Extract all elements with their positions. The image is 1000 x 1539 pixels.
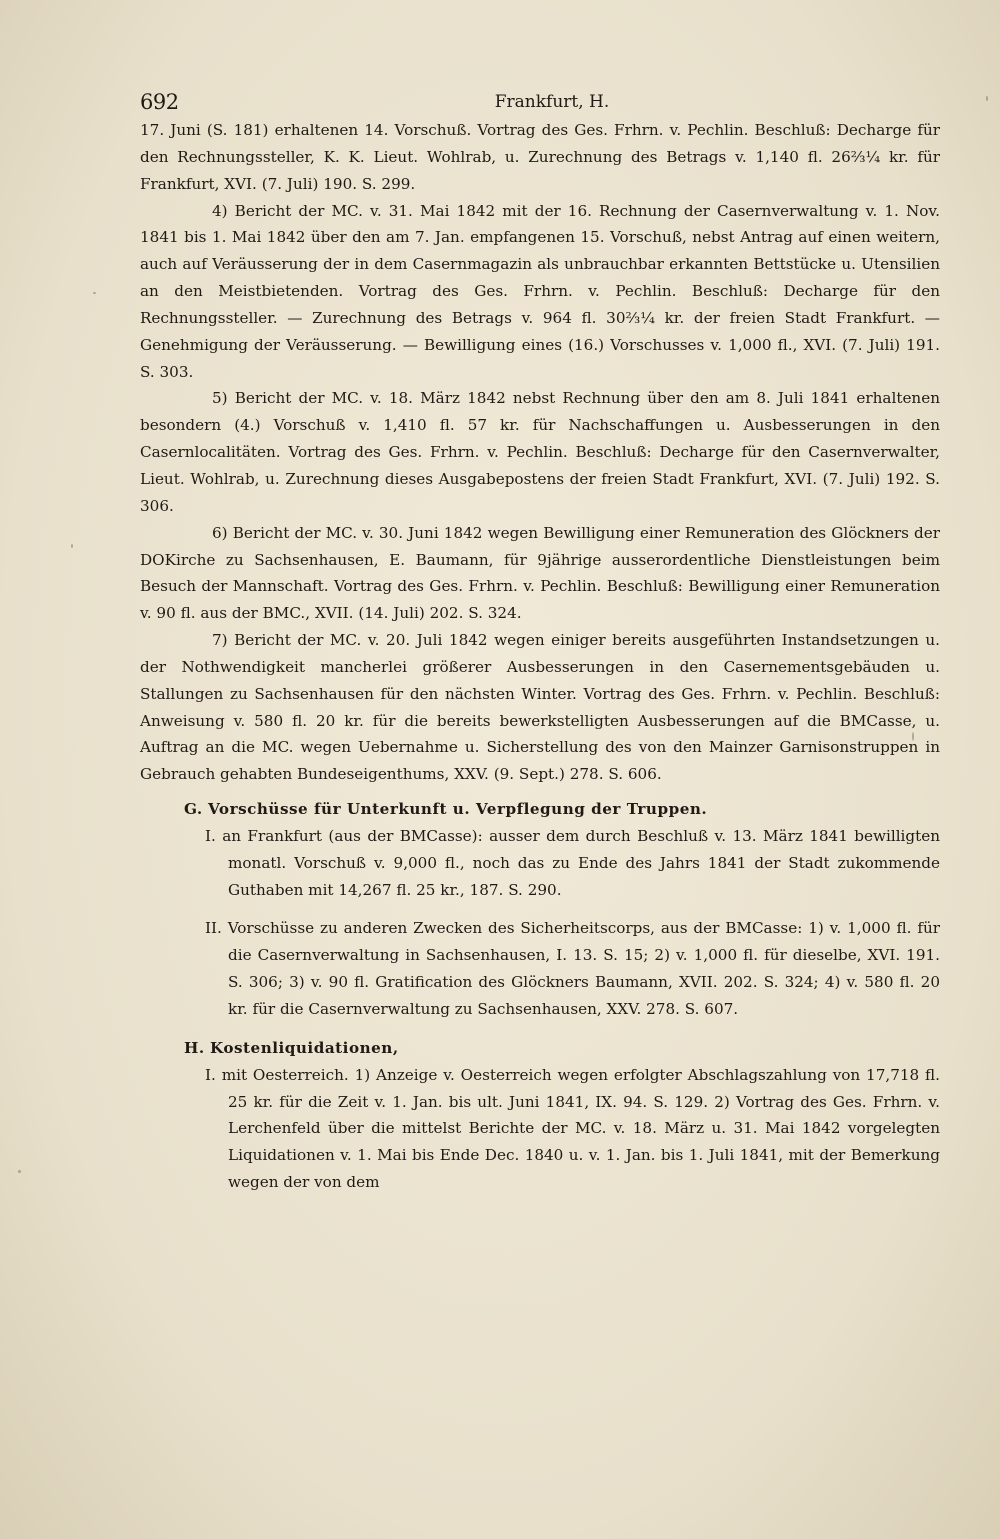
entry-numeral: I. <box>205 826 216 845</box>
report-item-5: 5) Bericht der MC. v. 18. März 1842 nebst Rechnung über den am 8. Juli 1841 erhaltenen besondern (4.) Vorschuß v. 1,410 fl. 57 kr. für Nachschaffungen u. Ausbesserungen in den Casernlocalitäten. Vortrag des Ges. Frhrn. v. Pechlin. Beschluß: Decharge für den Casernverwalter, Lieut. Wohlrab, u. Zurechnung dieses Ausgabepostens der freien Stadt Frankfurt, XVI. (7. Juli) 192. S. 306. <box>140 389 940 515</box>
entry-text: an Frankfurt (aus der BMCasse): ausser dem durch Beschluß v. 13. März 1841 bewilligten monatl. Vorschuß v. 9,000 fl., noch das zu Ende des Jahrs 1841 der Stadt zukommende Guthaben mit 14,267 fl. 25 kr., 187. S. 290. <box>222 826 941 899</box>
paper-speck <box>71 544 73 548</box>
section-g-heading <box>140 796 940 823</box>
continuation-paragraph: 17. Juni (S. 181) erhaltenen 14. Vorschuß. Vortrag des Ges. Frhrn. v. Pechlin. Beschluß: Decharge für den Rechnungssteller, K. K. Lieut. Wohlrab, u. Zurechnung des Betrags v. 1,140 fl. 26⅔¼ kr. für Frankfurt, XVI. (7. Juli) 190. S. 299. <box>140 121 940 193</box>
paper-speck <box>93 292 96 294</box>
page-header <box>140 90 940 114</box>
entry-text: mit Oesterreich. 1) Anzeige v. Oesterreich wegen erfolgter Abschlagszahlung von 17,718 fl. 25 kr. für die Zeit v. 1. Jan. bis ult. Juni 1841, IX. 94. S. 129. 2) Vortrag des Ges. Frhrn. v. Lerchenfeld über die mittelst Berichte der MC. v. 18. März u. 31. Mai 1842 vorgelegten Liquidationen v. 1. Mai bis Ende Dec. 1840 u. v. 1. Jan. bis 1. Juli 1841, mit der Bemerkung wegen der von dem <box>221 1065 941 1192</box>
report-item-6: 6) Bericht der MC. v. 30. Juni 1842 wegen Bewilligung einer Remuneration des Glöckners der DOKirche zu Sachsenhausen, E. Baumann, für 9jährige ausserordentliche Dienstleistungen beim Besuch der Mannschaft. Vortrag des Ges. Frhrn. v. Pechlin. Beschluß: Bewilligung einer Remuneration v. 90 fl. aus der BMC., XVII. (14. Juli) 202. S. 324. <box>140 523 940 623</box>
paper-speck <box>18 1170 21 1173</box>
section-letter: G. <box>184 800 203 819</box>
section-g-entry-2 <box>140 915 940 1022</box>
entry-numeral: II. <box>205 919 222 938</box>
report-item-7: 7) Bericht der MC. v. 20. Juli 1842 wegen einiger bereits ausgeführten Instandsetzungen u. der Nothwendigkeit mancherlei größerer Ausbesserungen in den Casernementsgebäuden u. Stallungen zu Sachsenhausen für den nächsten Winter. Vortrag des Ges. Frhrn. v. Pechlin. Beschluß: Anweisung v. 580 fl. 20 kr. für die bereits bewerkstelligten Ausbesserungen auf die BMCasse, u. Auftrag an die MC. wegen Uebernahme u. Sicherstellung des von den Mainzer Garnisonstruppen in Gebrauch gehabten Bundeseigenthums, XXV. (9. Sept.) 278. S. 606. <box>140 631 940 784</box>
page-text <box>140 90 940 1196</box>
section-letter: H. <box>184 1038 205 1057</box>
section-g-entry-1 <box>140 823 940 904</box>
section-h-heading <box>140 1035 940 1062</box>
page-number: 692 <box>140 90 179 114</box>
section-title: Kostenliquidationen, <box>209 1038 399 1057</box>
report-item-4: 4) Bericht der MC. v. 31. Mai 1842 mit der 16. Rechnung der Casernverwaltung v. 1. Nov. 1841 bis 1. Mai 1842 über den am 7. Jan. empfangenen 15. Vorschuß, nebst Antrag auf einen weitern, auch auf Veräusserung der in dem Casernmagazin als unbrauchbar erkannten Bettstücke u. Utensilien an den Meistbietenden. Vortrag des Ges. Frhrn. v. Pechlin. Beschluß: Decharge für den Rechnungssteller. — Zurechnung des Betrags v. 964 fl. 30⅔¼ kr. der freien Stadt Frankfurt. — Genehmigung der Veräusserung. — Bewilligung eines (16.) Vorschusses v. 1,000 fl., XVI. (7. Juli) 191. S. 303. <box>140 201 940 381</box>
section-h-entry-1 <box>140 1062 940 1196</box>
paper-speck <box>986 96 988 101</box>
section-title: Vorschüsse für Unterkunft u. Verpflegung der Truppen. <box>208 800 708 819</box>
entry-text: Vorschüsse zu anderen Zwecken des Sicherheitscorps, aus der BMCasse: 1) v. 1,000 fl. für die Casernverwaltung in Sachsenhausen, I. 13. S. 15; 2) v. 1,000 fl. für dieselbe, XVI. 191. S. 306; 3) v. 90 fl. Gratification des Glöckners Baumann, XVII. 202. S. 324; 4) v. 580 fl. 20 kr. für die Casernverwaltung zu Sachsenhausen, XXV. 278. S. 607. <box>227 919 941 1018</box>
running-title: Frankfurt, H. <box>494 92 610 112</box>
entry-numeral: I. <box>205 1065 216 1084</box>
